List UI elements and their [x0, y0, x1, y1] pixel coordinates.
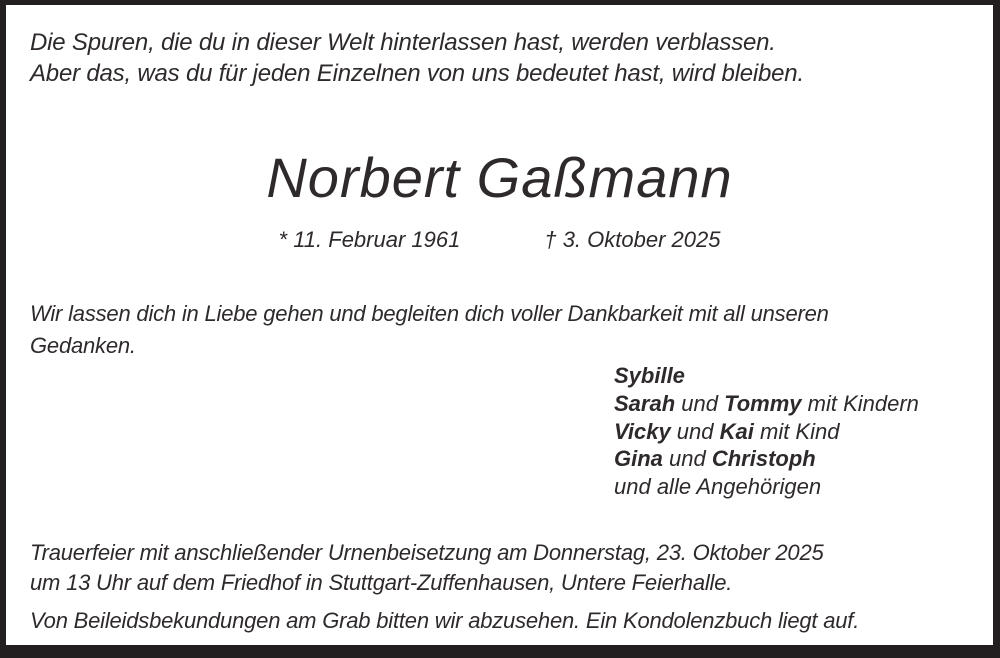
mourner-name: Sybille [614, 363, 685, 388]
memorial-quote-line2: Aber das, was du für jeden Einzelnen von uns bedeutet hast, wird bleiben. [30, 60, 804, 87]
life-dates [6, 227, 993, 253]
farewell-text [30, 298, 829, 362]
condolence-note: Von Beileidsbekundungen am Grab bitten wir abzusehen. Ein Kondolenzbuch liegt auf. [30, 608, 860, 633]
memorial-quote-line1: Die Spuren, die du in dieser Welt hinterlassen hast, werden verblassen. [30, 29, 776, 56]
mourner-name: Gina [614, 446, 663, 472]
mourner-name: Vicky [614, 418, 671, 444]
funeral-details [30, 538, 824, 598]
farewell-line2: Gedanken. [30, 333, 136, 358]
mourner-line [614, 418, 919, 446]
mourner-text: und [675, 390, 725, 416]
mourner-name: Tommy [724, 390, 802, 416]
mourner-name: Christoph [711, 446, 816, 472]
deceased-name: Norbert Gaßmann [266, 146, 733, 209]
mourners-list [614, 362, 919, 501]
mourner-line [614, 445, 919, 473]
mourner-line [614, 390, 919, 418]
death-date: † 3. Oktober 2025 [544, 227, 721, 252]
mourner-name: Sarah [614, 390, 676, 416]
mourner-text: mit Kind [753, 418, 840, 444]
birth-date: * 11. Februar 1961 [278, 227, 461, 252]
mourner-text: und [670, 418, 720, 444]
mourner-text: und alle Angehörigen [614, 474, 822, 500]
mourner-line [614, 362, 919, 390]
funeral-line1: Trauerfeier mit anschließender Urnenbeisetzung am Donnerstag, 23. Oktober 2025 [30, 540, 824, 565]
mourner-name: Kai [719, 418, 754, 444]
mourner-text: und [662, 446, 712, 472]
memorial-quote [30, 27, 804, 89]
funeral-line2: um 13 Uhr auf dem Friedhof in Stuttgart-Zuffenhausen, Untere Feierhalle. [30, 570, 733, 595]
mourner-text: mit Kindern [801, 390, 919, 416]
farewell-line1: Wir lassen dich in Liebe gehen und begleiten dich voller Dankbarkeit mit all unseren [30, 301, 829, 326]
mourner-line [614, 473, 919, 501]
